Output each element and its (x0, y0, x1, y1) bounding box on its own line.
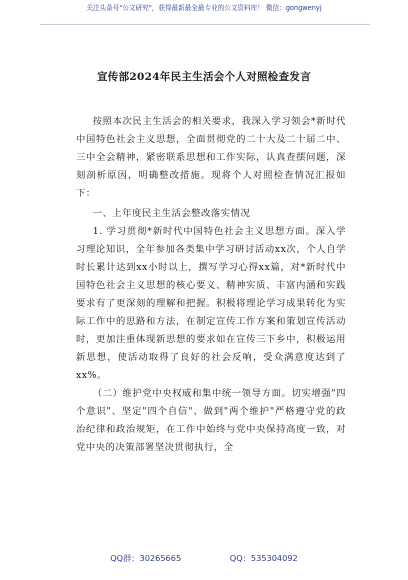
banner-divider (40, 24, 370, 25)
promo-banner-text: 关注头条号"公文研究"，获得最新最全最专业的公文资料库！ 微信：gongwenyj (86, 4, 322, 12)
qq-group-text: QQ群：30265665 (110, 553, 182, 563)
document-title: 宣传部2024年民主生活会个人对照检查发言 (96, 71, 312, 83)
body-paragraph: 1. 学习贯彻*新时代中国特色社会主义思想方面。深入学习理论知识，全年参加各类集中学习研讨活动xx次，个人自学时长累计达到xx小时以上，撰写学习心得xx篇，对*新时代中国特色社会主义思想的核心要义、精神实质、丰富内涵和实践要求有了更深刻的理解和把握。积极将理论学习成果转化为实际工作中的思路和方法，在制定宣传工作方案和策划宣传活动时，更加注重体现新思想的要求如在宣传三下乡中，积极运用新思想，使活动取得了良好的社会反响，受众满意度达到了xx%。 (76, 226, 346, 381)
body-paragraph: （二）维护党中央权威和集中统一领导方面。切实增强"四个意识"、坚定"四个自信"、做到"两个维护"严格遵守党的政治纪律和政治规矩，在工作中始终与党中央保持高度一致，对党中央的决策部署坚决贯彻执行，全 (76, 388, 346, 453)
intro-paragraph: 按照本次民主生活会的相关要求，我深入学习领会*新时代中国特色社会主义思想，全面贯彻党的二十大及二十届二中、三中全会精神，紧密联系思想和工作实际，认真查摆问题，深刻剖析原因，明确整改措施。现将个人对照检查情况汇报如下： (76, 116, 346, 199)
section-heading: 一、上年度民主生活会整改落实情况 (92, 208, 251, 219)
qq-number-text: QQ：535304092 (229, 553, 298, 563)
contact-footer (0, 553, 408, 564)
promo-banner (0, 4, 408, 36)
document-body (76, 113, 346, 457)
